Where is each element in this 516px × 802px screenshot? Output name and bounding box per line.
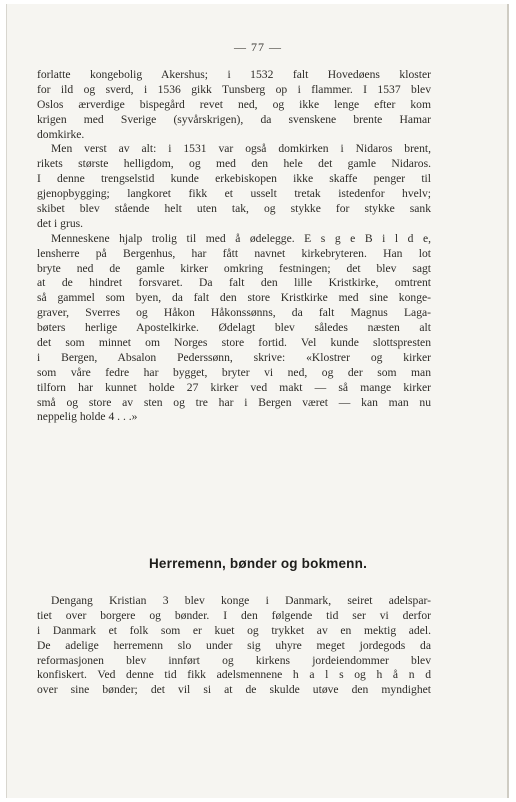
text-line: så gammel som byen, da falt den store Kristkirke med sine konge- [37, 291, 431, 305]
text-line: rikets største helligdom, og med den hele det gamle Nidaros. [37, 157, 431, 171]
text-line: Men verst av alt: i 1531 var også domkirken i Nidaros brent, [51, 142, 431, 156]
body-text-section-1 [37, 68, 431, 425]
text-line: Dengang Kristian 3 blev konge i Danmark, seiret adelspar- [51, 594, 431, 607]
text-line: bryte ned de gamle kirker omkring festningen; det blev sagt [37, 261, 431, 275]
text-line: I denne trengselstid kunde erkebiskopen ikke skaffe penger til [37, 172, 431, 186]
text-line: tiet over borgere og bønder. I den følgende tid ser vi derfor [37, 608, 431, 622]
text-line: krigen med Sverige (syvårskrigen), da svenskene brente Hamar [37, 112, 431, 126]
page-number: — 77 — [234, 40, 282, 54]
text-line: i Danmark et folk som er kuet og trykket av en mektig adel. [37, 623, 431, 637]
text-line: domkirke. [37, 127, 85, 141]
text-line: som våre fedre har bygget, bryter vi ned, og der som man [37, 365, 431, 379]
text-line: Oslos ærverdige bispegård revet ned, og ikke lenge efter kom [37, 97, 431, 111]
text-line: skibet blev stående helt uten tak, og stykke for stykke sank [37, 202, 431, 216]
body-text-section-2 [37, 594, 431, 698]
text-line: Menneskene hjalp trolig til med å ødelegge. E s g e B i l d e, [51, 231, 431, 245]
text-line: bøters herlige Apostelkirke. Ødelagt blev således næsten alt [37, 321, 431, 335]
text-line: neppelig holde 4 . . .» [37, 410, 138, 424]
text-line: at de hindret forsvaret. Da falt den lille Kristkirke, omtrent [37, 276, 431, 290]
text-line: lensherre på Bergenhus, har fått navnet kirkebryteren. Han lot [37, 246, 431, 260]
text-line: De adelige herremenn slo under sig uhyre meget jordegods da [37, 638, 431, 652]
text-line: for ild og sverd, i 1536 gikk Tunsberg op i flammer. I 1537 blev [37, 82, 431, 96]
text-line: graver, Sverres og Håkon Håkonssønns, da falt Magnus Laga- [37, 306, 431, 320]
text-line: det som minnet om Norges store fortid. Vel kunde slottspresten [37, 336, 431, 350]
text-line: over sine bønder; det vil si at de skulde utøve den myndighet [37, 683, 431, 697]
text-line: reformasjonen blev innført og kirkens jordeiendommer blev [37, 653, 431, 667]
text-line: konfiskert. Ved denne tid fikk adelsmennene h a l s og h å n d [37, 668, 431, 682]
section-heading: Herremenn, bønder og bokmenn. [148, 556, 368, 571]
text-line: gjenopbygging; langkoret fikk et usselt tretak istedenfor hvelv; [37, 187, 431, 201]
text-line: i Bergen, Absalon Pederssønn, skrive: «Klostrer og kirker [37, 350, 431, 364]
text-line: forlatte kongebolig Akershus; i 1532 falt Hovedøens kloster [37, 68, 431, 81]
text-line: det i grus. [37, 216, 84, 230]
text-line: små og store av sten og tre har i Bergen været — kan man nu [37, 395, 431, 409]
text-line: tilforn har kunnet holde 27 kirker ved makt — så mange kirker [37, 380, 431, 394]
